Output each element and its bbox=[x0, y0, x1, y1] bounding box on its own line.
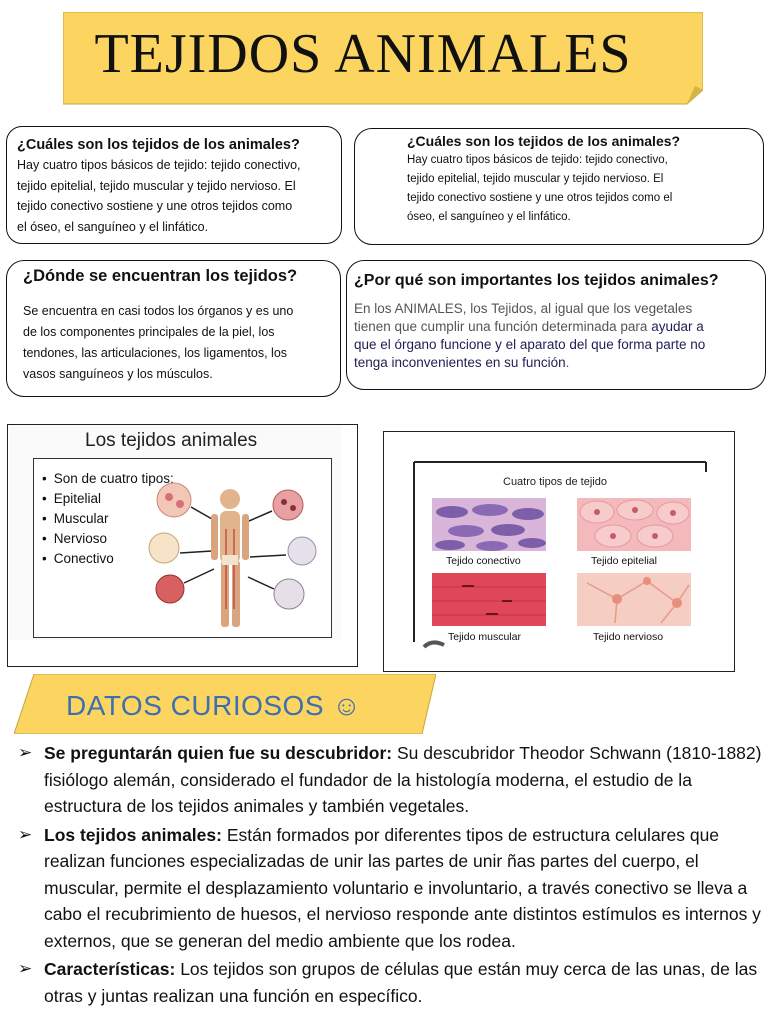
datos-item-label: Los tejidos animales: bbox=[44, 824, 222, 845]
info-box-line: tejido conectivo sostiene y une otros tejidos como el bbox=[407, 192, 673, 204]
info-box-line bbox=[354, 300, 759, 318]
figure-list-item: • Muscular bbox=[42, 509, 174, 529]
info-box-highlight: ayudar a bbox=[651, 319, 704, 334]
figure-list-item: • Epitelial bbox=[42, 489, 174, 509]
arrow-bullet-icon: ➢ bbox=[18, 743, 33, 762]
info-box-line: de los componentes principales de la piel, los bbox=[23, 325, 275, 339]
info-box-line bbox=[354, 318, 759, 336]
info-box-por-que bbox=[346, 260, 766, 390]
page-title: TEJIDOS ANIMALES bbox=[94, 23, 632, 85]
datos-item-label: Se preguntarán quien fue su descubridor: bbox=[44, 743, 393, 763]
tile-label: Tejido nervioso bbox=[593, 631, 664, 643]
info-box-line: Hay cuatro tipos básicos de tejido: tejido conectivo, bbox=[407, 154, 668, 166]
info-box-cuales-1 bbox=[6, 126, 342, 244]
figure-frame-lines bbox=[384, 432, 736, 673]
info-box-line: tejido conectivo sostiene y une otros tejidos como bbox=[17, 199, 293, 213]
info-box-cuales-2 bbox=[354, 128, 764, 245]
info-box-line: óseo, el sanguíneo y el linfático. bbox=[407, 211, 571, 223]
tile-label: Tejido conectivo bbox=[446, 555, 521, 567]
info-box-donde bbox=[6, 260, 341, 397]
arrow-bullet-icon: ➢ bbox=[18, 824, 33, 844]
figure-list-item: • Conectivo bbox=[42, 549, 174, 569]
tile-label: Tejido epitelial bbox=[591, 555, 657, 567]
datos-curiosos-title: DATOS CURIOSOS ☺ bbox=[66, 690, 362, 721]
info-box-heading: ¿Cuáles son los tejidos de los animales? bbox=[407, 133, 681, 149]
info-box-line: tejido epitelial, tejido muscular y tejido nervioso. El bbox=[407, 173, 664, 185]
datos-list bbox=[18, 740, 762, 1011]
info-box-heading: ¿Dónde se encuentran los tejidos? bbox=[23, 267, 298, 285]
tejido-muscular-image bbox=[432, 573, 546, 626]
tile-label: Tejido muscular bbox=[448, 631, 521, 643]
body-tissue-illustration bbox=[34, 459, 331, 637]
figure-list-item: • Son de cuatro tipos: bbox=[42, 469, 174, 489]
datos-item-label: Características: bbox=[44, 959, 176, 979]
figure-panel bbox=[33, 458, 332, 638]
datos-list-item bbox=[18, 740, 762, 820]
tejido-epitelial-image bbox=[577, 498, 691, 551]
figure-list-item: • Nervioso bbox=[42, 529, 174, 549]
info-box-heading: ¿Cuáles son los tejidos de los animales? bbox=[17, 137, 300, 153]
figure-title: Cuatro tipos de tejido bbox=[503, 476, 607, 488]
info-box-highlight: que el órgano funcione y el aparato del que forma parte no bbox=[354, 337, 706, 352]
info-box-line: el óseo, el sanguíneo y el linfático. bbox=[17, 219, 209, 234]
info-box-text: tienen que cumplir una función determinada para bbox=[354, 319, 652, 334]
info-box-line: vasos sanguíneos y los músculos. bbox=[23, 367, 213, 381]
info-box-text: . bbox=[565, 355, 570, 370]
datos-item-text: Los tejidos son grupos de células que están muy cerca de las unas, de las otras y juntas realizan una función en específico. bbox=[44, 959, 758, 1006]
info-box-line bbox=[354, 336, 759, 354]
info-box-line: Hay cuatro tipos básicos de tejido: tejido conectivo, bbox=[17, 158, 301, 172]
info-box-line: Se encuentra en casi todos los órganos y es uno bbox=[23, 304, 294, 318]
datos-item-text: Están formados por diferentes tipos de estructura celulares que realizan funciones especializadas de unir las partes de unir ñas partes del cuerpo, el muscular, permite el desplazamiento voluntario e involuntario, a través conectivo se lleva a cabo el recubrimiento de huesos, el nervioso responde ante distintos estímulos es internos y externos, que se generan del medio ambiente que los rodea. bbox=[44, 824, 761, 951]
figure-tejidos-animales bbox=[7, 424, 358, 667]
arrow-bullet-icon: ➢ bbox=[18, 959, 33, 978]
tejido-nervioso-image bbox=[577, 573, 691, 626]
title-banner bbox=[63, 12, 703, 105]
info-box-line bbox=[354, 354, 759, 372]
info-box-text: En los ANIMALES, los Tejidos, al igual que los vegetales bbox=[354, 301, 693, 316]
datos-item-text: Su descubridor Theodor Schwann (1810-1882) fisiólogo alemán, considerado el fundador de la histología moderna, el estudio de la estructura de los tejidos animales y también vegetales. bbox=[44, 743, 762, 816]
figure-cuatro-tipos bbox=[383, 431, 735, 672]
info-box-line: tendones, las articulaciones, los ligamentos, los bbox=[23, 346, 288, 360]
info-box-highlight: tenga inconvenientes en su función bbox=[354, 355, 566, 370]
datos-list-item bbox=[18, 956, 762, 1009]
info-box-line: tejido epitelial, tejido muscular y tejido nervioso. El bbox=[17, 178, 296, 193]
datos-list-item bbox=[18, 822, 762, 955]
tejido-conectivo-image bbox=[432, 498, 546, 551]
figure-title: Los tejidos animales bbox=[85, 430, 258, 451]
figure-image bbox=[9, 425, 341, 640]
info-box-heading: ¿Por qué son importantes los tejidos animales? bbox=[354, 272, 719, 289]
datos-curiosos-banner bbox=[14, 674, 436, 734]
